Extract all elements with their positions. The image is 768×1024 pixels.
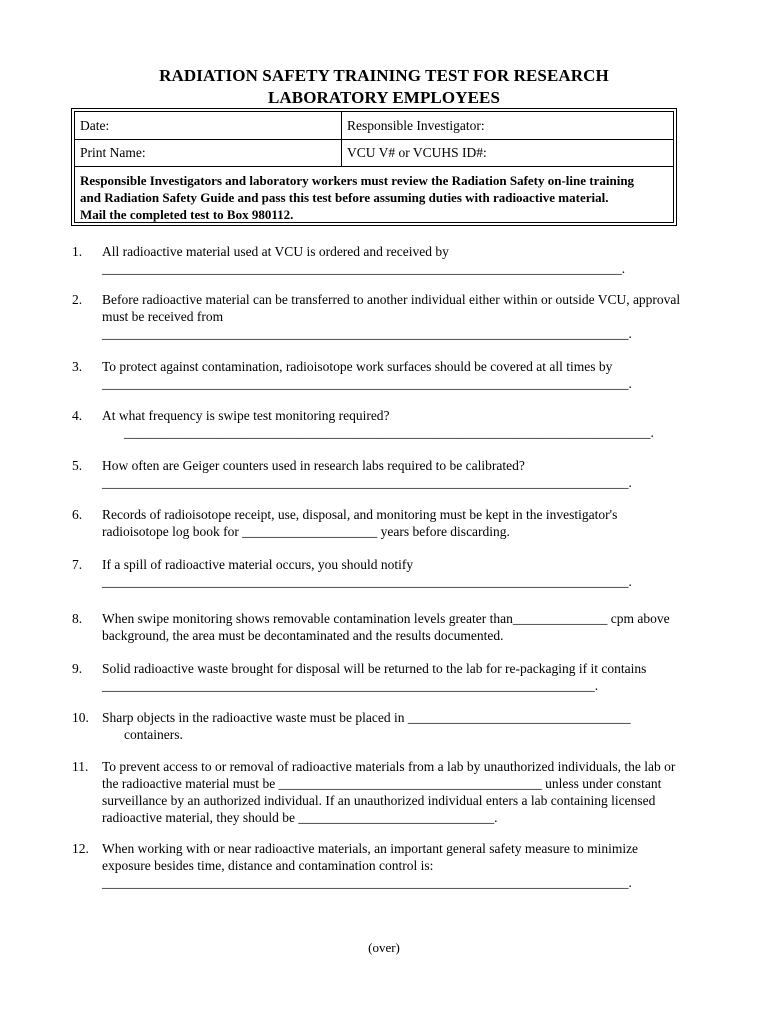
answer-blank[interactable]: _____________________________________________________________________________. <box>102 261 626 276</box>
page-footer-note: (over) <box>368 940 400 955</box>
question-text: When working with or near radioactive materials, an important general safety measure to minimize <box>102 841 639 856</box>
question-number: 3. <box>72 359 83 374</box>
question-text: Records of radioisotope receipt, use, disposal, and monitoring must be kept in the investigator's <box>102 507 618 522</box>
id-field-label[interactable]: VCU V# or VCUHS ID#: <box>347 145 487 160</box>
page-title-line2: LABORATORY EMPLOYEES <box>267 88 501 107</box>
responsible-investigator-field-label[interactable]: Responsible Investigator: <box>347 118 485 133</box>
question-text: At what frequency is swipe test monitoring required? <box>102 408 390 423</box>
question-text: Before radioactive material can be transferred to another individual either within or outside VCU, approval <box>102 292 681 307</box>
question-text-with-blank[interactable]: the radioactive material must be _______________________________________ unless under constant <box>102 776 662 791</box>
question-number: 10. <box>72 710 89 725</box>
question-text: To protect against contamination, radioisotope work surfaces should be covered at all times by <box>102 359 613 374</box>
instructions-notice <box>80 172 672 223</box>
answer-blank[interactable]: ______________________________________________________________________________. <box>102 475 632 490</box>
question-number: 4. <box>72 408 83 423</box>
question-number: 11. <box>72 759 89 774</box>
question-number: 1. <box>72 244 83 259</box>
answer-blank[interactable]: _________________________________________________________________________. <box>102 678 599 693</box>
answer-blank[interactable]: ______________________________________________________________________________. <box>102 875 632 890</box>
question-number: 9. <box>72 661 83 676</box>
question-text: To prevent access to or removal of radioactive materials from a lab by unauthorized individuals, the lab or <box>102 759 676 774</box>
answer-blank[interactable]: ______________________________________________________________________________. <box>102 376 632 391</box>
question-number: 2. <box>72 292 83 307</box>
question-number: 5. <box>72 458 83 473</box>
question-number: 8. <box>72 611 83 626</box>
form-column-divider <box>341 111 342 167</box>
question-text-with-blank[interactable]: radioactive material, they should be _____________________________. <box>102 810 498 825</box>
question-text: surveillance by an authorized individual. If an unauthorized individual enters a lab containing licensed <box>102 793 656 808</box>
question-text: must be received from <box>102 309 224 324</box>
form-row-divider <box>74 139 674 140</box>
page-title-line1: RADIATION SAFETY TRAINING TEST FOR RESEARCH <box>159 66 609 85</box>
question-text-with-blank[interactable]: When swipe monitoring shows removable contamination levels greater than______________ cpm above <box>102 611 670 626</box>
question-text: background, the area must be decontaminated and the results documented. <box>102 628 504 643</box>
question-text: All radioactive material used at VCU is ordered and received by <box>102 244 449 259</box>
question-number: 7. <box>72 557 83 572</box>
question-number: 6. <box>72 507 83 522</box>
date-field-label[interactable]: Date: <box>80 118 110 133</box>
form-row-divider <box>74 166 674 167</box>
question-text-with-blank[interactable]: radioisotope log book for ____________________ years before discarding. <box>102 524 510 539</box>
notice-line: Responsible Investigators and laboratory workers must review the Radiation Safety on-line training <box>80 173 635 188</box>
answer-blank[interactable]: ______________________________________________________________________________. <box>124 425 654 440</box>
question-text: exposure besides time, distance and contamination control is: <box>102 858 434 873</box>
print-name-field-label[interactable]: Print Name: <box>80 145 146 160</box>
question-text: containers. <box>124 727 183 742</box>
notice-line: and Radiation Safety Guide and pass this test before assuming duties with radioactive material. <box>80 190 609 205</box>
question-text-with-blank[interactable]: Sharp objects in the radioactive waste must be placed in _________________________________ <box>102 710 631 725</box>
answer-blank[interactable]: ______________________________________________________________________________. <box>102 574 632 589</box>
notice-line: Mail the completed test to Box 980112. <box>80 207 294 222</box>
question-number: 12. <box>72 841 89 856</box>
answer-blank[interactable]: ______________________________________________________________________________. <box>102 326 632 341</box>
question-text: If a spill of radioactive material occurs, you should notify <box>102 557 414 572</box>
question-text: Solid radioactive waste brought for disposal will be returned to the lab for re-packaging if it contains <box>102 661 647 676</box>
question-text: How often are Geiger counters used in research labs required to be calibrated? <box>102 458 525 473</box>
